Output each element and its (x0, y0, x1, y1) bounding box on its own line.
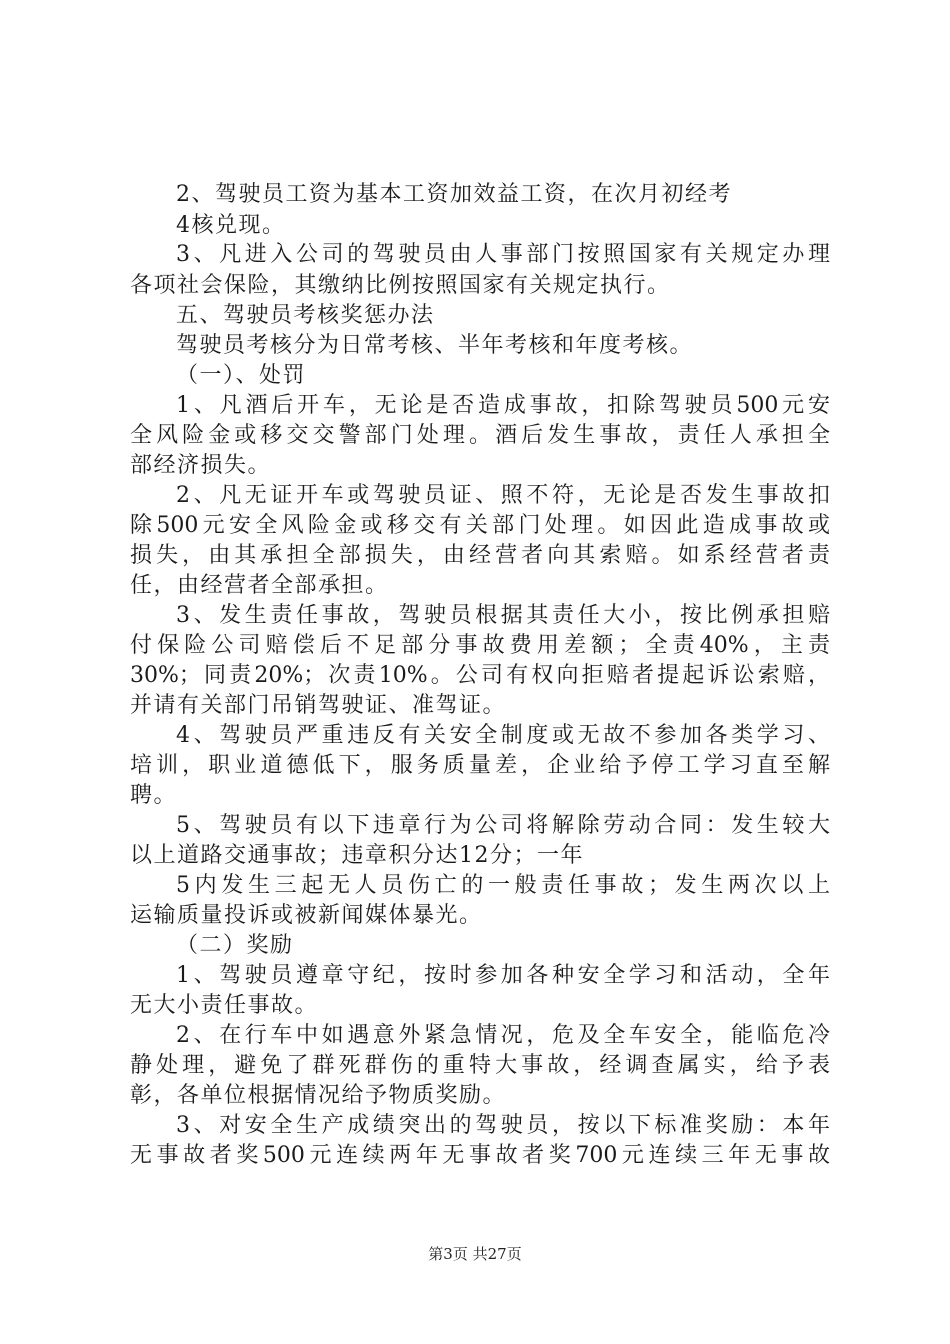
text-line: 2、凡无证开车或驾驶员证、照不符，无论是否发生事故扣 (176, 483, 830, 508)
text-line: 付保险公司赔偿后不足部分事故费用差额；全责40%，主责 (130, 633, 830, 658)
text-line: 30%；同责20%；次责10%。公司有权向拒赔者提起诉讼索赔， (130, 663, 830, 688)
subsection-heading: （一）、处罚 (176, 363, 307, 388)
text-line: 1、凡酒后开车，无论是否造成事故，扣除驾驶员500元安 (176, 393, 830, 418)
text-line: 各项社会保险，其缴纳比例按照国家有关规定执行。 (130, 273, 671, 298)
text-line: 以上道路交通事故；违章积分达12分；一年 (130, 843, 584, 868)
text-line: 3、凡进入公司的驾驶员由人事部门按照国家有关规定办理 (176, 242, 830, 267)
text-line: 2、在行车中如遇意外紧急情况，危及全车安全，能临危冷 (176, 1023, 830, 1048)
section-heading: 五、驾驶员考核奖惩办法 (176, 303, 435, 328)
text-line: 静处理，避免了群死群伤的重特大事故，经调查属实，给予表 (130, 1053, 830, 1078)
text-line: 4、驾驶员严重违反有关安全制度或无故不参加各类学习、 (176, 723, 830, 748)
text-line: 除500元安全风险金或移交有关部门处理。如因此造成事故或 (130, 513, 830, 538)
text-line: 部经济损失。 (130, 453, 272, 478)
text-line: 彰，各单位根据情况给予物质奖励。 (130, 1083, 507, 1108)
text-line: 3、发生责任事故，驾驶员根据其责任大小，按比例承担赔 (176, 603, 830, 628)
text-line: 5、驾驶员有以下违章行为公司将解除劳动合同：发生较大 (176, 813, 830, 838)
subsection-heading: （二）奖励 (176, 933, 294, 958)
text-line: 4核兑现。 (176, 213, 286, 238)
text-line: 3、对安全生产成绩突出的驾驶员，按以下标准奖励：本年 (176, 1113, 830, 1138)
text-line: 培训，职业道德低下，服务质量差，企业给予停工学习直至解 (130, 753, 830, 778)
text-line: 5内发生三起无人员伤亡的一般责任事故；发生两次以上 (176, 873, 830, 898)
text-line: 无事故者奖500元连续两年无事故者奖700元连续三年无事故 (130, 1143, 830, 1168)
text-line: 驾驶员考核分为日常考核、半年考核和年度考核。 (176, 333, 694, 358)
text-line: 聘。 (130, 783, 178, 808)
text-line: 任，由经营者全部承担。 (130, 573, 389, 598)
text-line: 2、驾驶员工资为基本工资加效益工资，在次月初经考 (176, 182, 732, 207)
text-line: 全风险金或移交交警部门处理。酒后发生事故，责任人承担全 (130, 423, 830, 448)
text-line: 1、驾驶员遵章守纪，按时参加各种安全学习和活动，全年 (176, 963, 830, 988)
text-line: 并请有关部门吊销驾驶证、准驾证。 (130, 693, 507, 718)
text-line: 无大小责任事故。 (130, 993, 319, 1018)
page-footer: 第3页 共27页 (428, 1245, 522, 1263)
text-line: 损失，由其承担全部损失，由经营者向其索赔。如系经营者责 (130, 543, 830, 568)
text-line: 运输质量投诉或被新闻媒体暴光。 (130, 903, 483, 928)
